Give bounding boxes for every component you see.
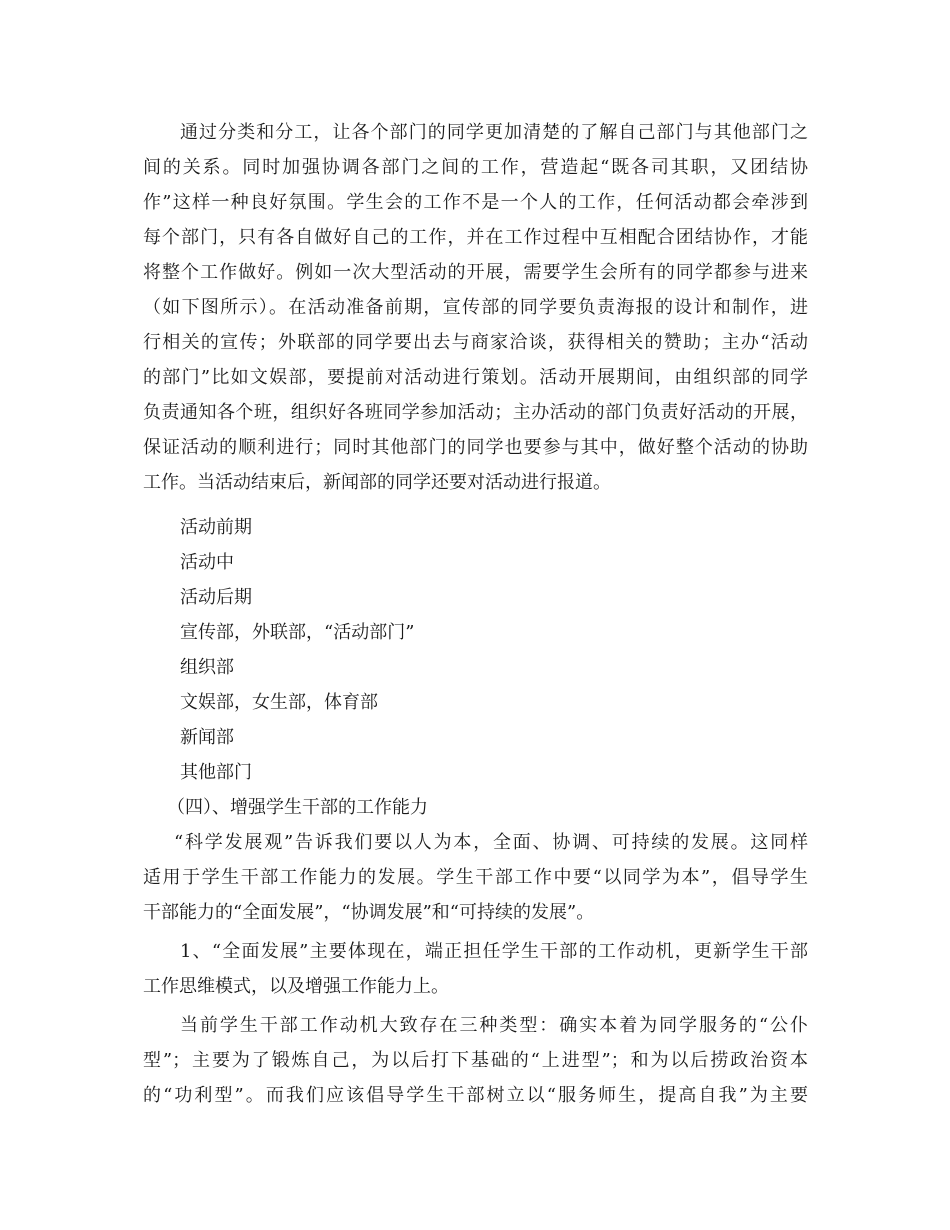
diagram-item: 组织部 bbox=[180, 657, 234, 678]
paragraph-line: 将整个工作做好。例如一次大型活动的开展，需要学生会所有的同学都参与进来 bbox=[143, 262, 808, 283]
paragraph-line: 行相关的宣传；外联部的同学要出去与商家洽谈，获得相关的赞助；主办“活动 bbox=[143, 332, 808, 353]
paragraph-line: 负责通知各个班，组织好各班同学参加活动；主办活动的部门负责好活动的开展， bbox=[143, 402, 808, 423]
diagram-item: 活动前期 bbox=[180, 517, 252, 538]
paragraph-line: 的“功利型”。而我们应该倡导学生干部树立以“服务师生，提高自我”为主要 bbox=[143, 1085, 808, 1106]
paragraph-line: 型”；主要为了锻炼自己，为以后打下基础的“上进型”；和为以后捞政治资本 bbox=[143, 1050, 808, 1071]
paragraph-line: “科学发展观”告诉我们要以人为本，全面、协调、可持续的发展。这同样 bbox=[174, 832, 808, 853]
diagram-item: 文娱部，女生部，体育部 bbox=[180, 692, 378, 713]
paragraph-line: 保证活动的顺利进行；同时其他部门的同学也要参与其中，做好整个活动的协助 bbox=[143, 437, 808, 458]
diagram-item: 宣传部，外联部，“活动部门” bbox=[180, 622, 415, 643]
paragraph-line: （如下图所示）。在活动准备前期，宣传部的同学要负责海报的设计和制作，进 bbox=[143, 297, 808, 318]
paragraph-line: 作”这样一种良好氛围。学生会的工作不是一个人的工作，任何活动都会牵涉到 bbox=[143, 192, 808, 213]
diagram-item: 活动后期 bbox=[180, 587, 252, 608]
paragraph-line: 间的关系。同时加强协调各部门之间的工作，营造起“既各司其职，又团结协 bbox=[143, 157, 808, 178]
paragraph-line: 当前学生干部工作动机大致存在三种类型：确实本着为同学服务的“公仆 bbox=[180, 1015, 808, 1036]
paragraph-line: 适用于学生干部工作能力的发展。学生干部工作中要“以同学为本”，倡导学生 bbox=[143, 867, 808, 888]
paragraph-line: 工作。当活动结束后，新闻部的同学还要对活动进行报道。 bbox=[143, 472, 611, 493]
diagram-item: 新闻部 bbox=[180, 727, 234, 748]
paragraph-line: 通过分类和分工，让各个部门的同学更加清楚的了解自己部门与其他部门之 bbox=[180, 122, 808, 143]
paragraph-line: 每个部门，只有各自做好自己的工作，并在工作过程中互相配合团结协作，才能 bbox=[143, 227, 808, 248]
paragraph-line: 的部门”比如文娱部，要提前对活动进行策划。活动开展期间，由组织部的同学 bbox=[143, 367, 808, 388]
section-heading: （四）、增强学生干部的工作能力 bbox=[167, 797, 428, 818]
diagram-item: 其他部门 bbox=[180, 762, 252, 783]
paragraph-line: 1、“全面发展”主要体现在，端正担任学生干部的工作动机，更新学生干部 bbox=[180, 941, 808, 962]
paragraph-line: 干部能力的“全面发展”，“协调发展”和“可持续的发展”。 bbox=[143, 902, 595, 923]
diagram-item: 活动中 bbox=[180, 552, 234, 573]
paragraph-line: 工作思维模式，以及增强工作能力上。 bbox=[143, 976, 449, 997]
